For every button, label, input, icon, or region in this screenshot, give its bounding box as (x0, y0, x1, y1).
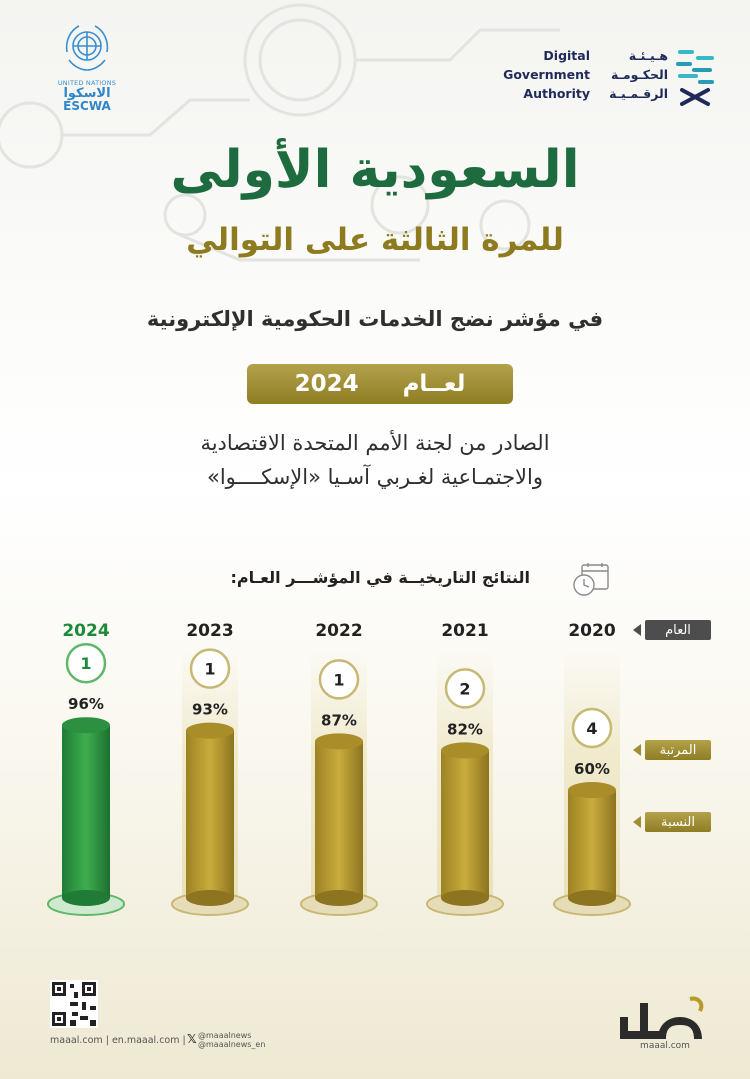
subtitle: للمرة الثالثة على التوالي (186, 222, 564, 258)
divider: | (182, 1035, 186, 1046)
rank-label-2021: 2 (459, 679, 471, 699)
rank-label-2020: 4 (586, 719, 598, 738)
dga-ar-line: هـيـئـة (628, 48, 668, 63)
site-link[interactable]: maaal.com (50, 1035, 103, 1046)
percent-label-2022: 87% (321, 711, 357, 730)
maaal-logo-icon (618, 995, 710, 1047)
bar-2021 (441, 750, 489, 898)
source-line: والاجتمـاعية لغـربي آسـيا «الإسكــــوا» (206, 465, 544, 489)
escwa-english: ESCWA (63, 99, 111, 113)
bar-top (186, 723, 234, 739)
un-emblem-icon (59, 22, 115, 74)
percent-label-2024: 96% (68, 695, 104, 714)
bar-bottom (315, 890, 363, 906)
x-icon[interactable]: 𝕏 (187, 1032, 197, 1046)
year-label-2023: 2023 (186, 621, 234, 641)
legend-rank-tag: المرتبة (645, 740, 711, 760)
percent-label-2020: 60% (574, 760, 610, 778)
qr-code-icon[interactable] (50, 980, 98, 1028)
social-handles (198, 1031, 265, 1049)
bar-bottom (62, 890, 110, 906)
legend-percent-tag: النسبة (645, 812, 711, 832)
bar-2022 (315, 741, 363, 898)
legend-arrow-icon (633, 624, 641, 636)
calendar-clock-icon (570, 561, 612, 597)
footer-links (50, 1035, 186, 1046)
social-handle[interactable]: @maaalnews_en (198, 1040, 266, 1049)
legend-rank (633, 740, 707, 760)
dga-en-line: Government (503, 67, 590, 82)
rank-label-2024: 1 (80, 654, 92, 674)
legend-year (633, 620, 707, 640)
year-banner (247, 364, 513, 404)
dga-arabic-text (596, 46, 668, 103)
escwa-arabic: الاسكوا (63, 86, 111, 101)
index-name: في مؤشر نضج الخدمات الحكومية الإلكترونية (146, 307, 604, 331)
year-value: 2024 (294, 371, 359, 397)
dga-en-line: Authority (523, 86, 590, 101)
bar-top (62, 717, 110, 733)
site-en-link[interactable]: en.maaal.com (111, 1035, 180, 1046)
year-label: لعــام (402, 371, 466, 397)
bar-bottom (568, 890, 616, 906)
dga-english-text (500, 46, 590, 103)
legend-percent (633, 812, 707, 832)
escwa-logo (52, 22, 122, 113)
bar-top (315, 733, 363, 749)
legend-arrow-icon (633, 816, 641, 828)
source-text (90, 426, 660, 494)
dga-ar-line: الرقـمـيـة (609, 86, 668, 101)
bar-bottom (441, 890, 489, 906)
rank-label-2022: 1 (333, 670, 345, 690)
bar-bottom (186, 890, 234, 906)
bar-top (568, 782, 616, 798)
brand-url: maaal.com (640, 1041, 690, 1051)
dga-logo (500, 46, 720, 116)
divider: | (105, 1035, 112, 1046)
history-title: النتائج التاريخيــة في المؤشـــر العـام: (230, 568, 530, 587)
percent-label-2023: 93% (192, 700, 228, 719)
bar-top (441, 742, 489, 758)
year-label-2024: 2024 (62, 621, 110, 641)
social-handle[interactable]: @maaalnews (198, 1031, 252, 1040)
main-title: السعودية الأولى (170, 140, 580, 200)
year-label-2022: 2022 (315, 621, 363, 641)
un-caption: UNITED NATIONS (57, 79, 117, 87)
bar-2024 (62, 725, 110, 898)
dga-en-line: Digital (543, 48, 590, 63)
legend-year-tag: العام (645, 620, 711, 640)
history-chart (0, 600, 750, 940)
source-line: الصادر من لجنة الأمم المتحدة الاقتصادية (200, 431, 550, 455)
dga-mark-icon (672, 46, 718, 108)
bar-2023 (186, 731, 234, 898)
dga-ar-line: الحكـومـة (611, 67, 668, 82)
year-label-2020: 2020 (568, 621, 616, 641)
legend-arrow-icon (633, 744, 641, 756)
year-label-2021: 2021 (441, 621, 489, 641)
bar-2020 (568, 790, 616, 898)
rank-label-2023: 1 (204, 659, 216, 679)
percent-label-2021: 82% (447, 720, 483, 739)
